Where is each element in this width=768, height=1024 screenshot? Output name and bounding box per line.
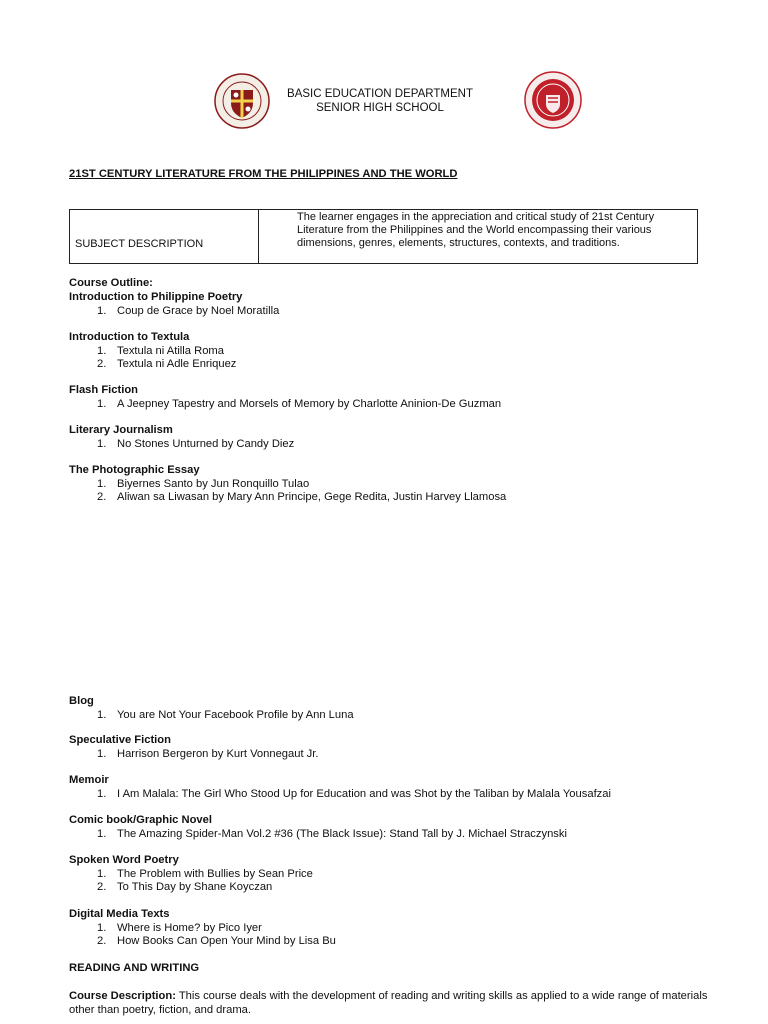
item-text: You are Not Your Facebook Profile by Ann Luna xyxy=(117,708,354,721)
section-heading: Literary Journalism xyxy=(69,424,173,436)
item-text: Textula ni Atilla Roma xyxy=(117,344,224,357)
section-heading: Introduction to Textula xyxy=(69,331,190,343)
list-item: 1. Harrison Bergeron by Kurt Vonnegaut Jr. xyxy=(97,747,319,760)
list-item: 1. No Stones Unturned by Candy Diez xyxy=(97,437,295,450)
item-list xyxy=(69,438,729,452)
outline-section xyxy=(69,331,729,372)
list-item: 2. To This Day by Shane Koyczan xyxy=(97,881,273,893)
section-heading: Flash Fiction xyxy=(69,384,138,396)
outline-section xyxy=(69,291,729,318)
section-heading: Blog xyxy=(69,695,94,707)
item-list xyxy=(69,305,729,319)
item-list xyxy=(69,398,729,412)
outline-section xyxy=(69,908,729,949)
item-text: I Am Malala: The Girl Who Stood Up for Education and was Shot by the Taliban by Malala Yousafzai xyxy=(117,787,611,800)
department-header xyxy=(230,87,530,115)
item-text: How Books Can Open Your Mind by Lisa Bu xyxy=(117,935,336,947)
item-list xyxy=(69,922,729,949)
item-list xyxy=(69,345,729,372)
outline-section xyxy=(69,695,729,722)
outline-section xyxy=(69,424,729,451)
list-item: 1. Textula ni Atilla Roma xyxy=(97,344,224,357)
item-text: Coup de Grace by Noel Moratilla xyxy=(117,304,280,317)
list-item: 1. Biyernes Santo by Jun Ronquillo Tulao xyxy=(97,477,310,490)
list-item: 1. Coup de Grace by Noel Moratilla xyxy=(97,304,280,317)
item-text: No Stones Unturned by Candy Diez xyxy=(117,437,295,450)
section-heading: Comic book/Graphic Novel xyxy=(69,814,212,826)
outline-section xyxy=(69,854,729,895)
list-item: 2. Aliwan sa Liwasan by Mary Ann Principe, Gege Redita, Justin Harvey Llamosa xyxy=(97,491,507,503)
item-text: Harrison Bergeron by Kurt Vonnegaut Jr. xyxy=(117,747,319,760)
list-item: 1. I Am Malala: The Girl Who Stood Up for Education and was Shot by the Taliban by Malala Yousafzai xyxy=(97,787,611,800)
list-item: 1. You are Not Your Facebook Profile by Ann Luna xyxy=(97,708,354,721)
item-list xyxy=(69,709,729,723)
subject-description-text: The learner engages in the appreciation and critical study of 21st Century Literature from the Philippines and the World encompassing their various dimensions, genres, elements, structures, contexts, and traditions. xyxy=(259,210,698,264)
outline-section xyxy=(69,384,729,411)
course-description xyxy=(69,989,709,1017)
item-text: A Jeepney Tapestry and Morsels of Memory by Charlotte Aninion-De Guzman xyxy=(117,397,502,410)
list-item: 2. How Books Can Open Your Mind by Lisa Bu xyxy=(97,935,336,947)
section-heading: Speculative Fiction xyxy=(69,734,171,746)
section-heading: Memoir xyxy=(69,774,109,786)
item-text: The Problem with Bullies by Sean Price xyxy=(117,867,313,880)
item-list xyxy=(69,868,729,895)
item-text: The Amazing Spider-Man Vol.2 #36 (The Black Issue): Stand Tall by J. Michael Straczynski xyxy=(117,827,567,840)
list-item: 2. Textula ni Adle Enriquez xyxy=(97,358,237,370)
item-list xyxy=(69,748,729,762)
list-item: 1. A Jeepney Tapestry and Morsels of Memory by Charlotte Aninion-De Guzman xyxy=(97,397,502,410)
reading-writing-heading: READING AND WRITING xyxy=(69,962,200,974)
section-heading: Spoken Word Poetry xyxy=(69,854,179,866)
document-title: 21ST CENTURY LITERATURE FROM THE PHILIPPINES AND THE WORLD xyxy=(69,168,458,180)
outline-section xyxy=(69,774,729,801)
outline-section xyxy=(69,734,729,761)
list-item: 1. Where is Home? by Pico Iyer xyxy=(97,921,262,934)
item-list xyxy=(69,478,729,505)
school-level: SENIOR HIGH SCHOOL xyxy=(316,102,444,114)
outline-section xyxy=(69,464,729,505)
outline-section xyxy=(69,814,729,841)
list-item: 1. The Amazing Spider-Man Vol.2 #36 (The Black Issue): Stand Tall by J. Michael Straczynski xyxy=(97,827,567,840)
item-text: Biyernes Santo by Jun Ronquillo Tulao xyxy=(117,477,310,490)
item-text: Where is Home? by Pico Iyer xyxy=(117,921,262,934)
section-heading: The Photographic Essay xyxy=(69,464,200,476)
department-name: BASIC EDUCATION DEPARTMENT xyxy=(287,88,473,100)
subject-description-table xyxy=(69,209,698,264)
item-text: To This Day by Shane Koyczan xyxy=(117,881,273,893)
item-list xyxy=(69,828,729,842)
course-outline-label: Course Outline: xyxy=(69,277,153,289)
item-text: Aliwan sa Liwasan by Mary Ann Principe, Gege Redita, Justin Harvey Llamosa xyxy=(117,491,507,503)
list-item: 1. The Problem with Bullies by Sean Price xyxy=(97,867,313,880)
course-description-label: Course Description: xyxy=(69,990,176,1002)
section-heading: Digital Media Texts xyxy=(69,908,170,920)
section-heading: Introduction to Philippine Poetry xyxy=(69,291,243,303)
item-list xyxy=(69,788,729,802)
course-description-text: This course deals with the development of reading and writing skills as applied to a wide range of materials other than poetry, fiction, and drama. xyxy=(69,990,708,1016)
bed-seal-logo xyxy=(524,71,582,129)
item-text: Textula ni Adle Enriquez xyxy=(117,358,237,370)
subject-description-label: SUBJECT DESCRIPTION xyxy=(70,210,259,264)
